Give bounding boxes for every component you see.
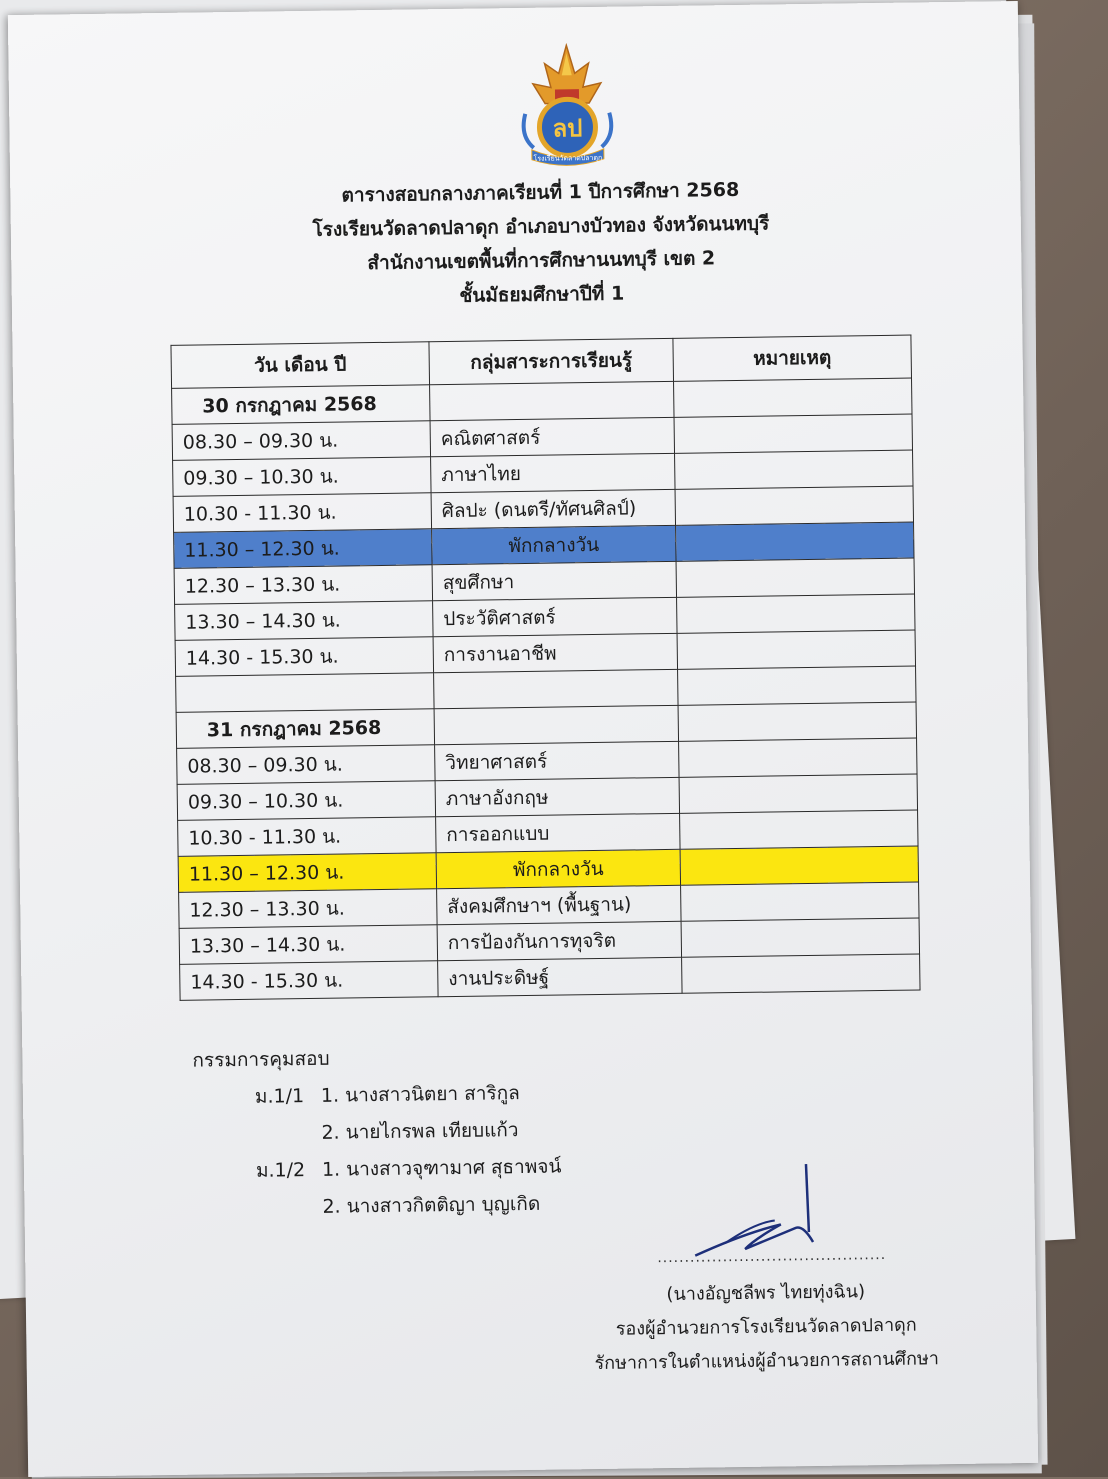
subject-cell: พักกลางวัน [436, 849, 680, 888]
proctor-name: 1. นางสาวนิตยา สาริกูล [320, 1082, 520, 1107]
time-cell: 13.30 – 14.30 น. [179, 925, 437, 965]
header-subject: กลุ่มสาระการเรียนรู้ [429, 338, 674, 384]
remark-cell [675, 486, 913, 525]
subject-cell: พักกลางวัน [432, 525, 676, 564]
title-line-3: สำนักงานเขตพื้นที่การศึกษานนทบุรี เขต 2 [367, 247, 716, 275]
subject-cell: ศิลปะ (ดนตรี/ทัศนศิลป์) [431, 489, 675, 528]
time-cell: 09.30 – 10.30 น. [177, 781, 435, 821]
seal-initials: ลป [552, 114, 583, 143]
remark-cell [675, 450, 913, 489]
remark-cell [682, 954, 920, 993]
time-cell: 12.30 – 13.30 น. [179, 889, 437, 929]
remark-cell [681, 882, 919, 921]
title-line-4: ชั้นมัธยมศึกษาปีที่ 1 [459, 282, 625, 307]
signer-name: (นางอัญชลีพร ไทยทุ่งฉิน) [666, 1281, 866, 1306]
room-label: ม.1/1 [254, 1085, 305, 1108]
signature-line: .......................................... [657, 1246, 887, 1267]
time-cell: 08.30 – 09.30 น. [172, 421, 430, 461]
exam-committee-block [192, 1038, 562, 1228]
document-title-block [160, 170, 922, 317]
time-cell: 14.30 - 15.30 น. [175, 637, 433, 677]
signer-block [566, 1274, 967, 1382]
remark-cell [676, 522, 914, 561]
committee-room2-row2 [194, 1186, 562, 1228]
signer-position-2: รักษาการในตำแหน่งผู้อำนวยการสถานศึกษา [594, 1348, 940, 1375]
time-cell: 10.30 - 11.30 น. [178, 817, 436, 857]
committee-room1-row2 [193, 1112, 561, 1154]
time-cell: 09.30 – 10.30 น. [173, 457, 431, 497]
subject-cell: การงานอาชีพ [433, 633, 677, 672]
subject-cell: ภาษาไทย [431, 453, 675, 492]
time-cell: 08.30 – 09.30 น. [177, 745, 435, 785]
date-day2: 31 กรกฎาคม 2568 [176, 709, 434, 749]
proctor-name: 2. นางสาวกิตติญา บุญเกิด [322, 1192, 541, 1218]
subject-cell: สุขศึกษา [432, 561, 676, 600]
remark-cell [679, 774, 917, 813]
time-cell: 11.30 – 12.30 น. [178, 853, 436, 893]
title-line-2: โรงเรียนวัดลาดปลาดุก อำเภอบางบัวทอง จังหวัดนนทบุรี [312, 212, 770, 241]
seal-ribbon-text: โรงเรียนวัดลาดปลาดุก [533, 153, 603, 163]
remark-cell [680, 846, 918, 885]
proctor-name: 2. นายไกรพล เทียบแก้ว [321, 1119, 519, 1144]
remark-cell [679, 738, 917, 777]
time-cell: 13.30 – 14.30 น. [175, 601, 433, 641]
exam-schedule-table [170, 335, 920, 1001]
remark-cell [681, 918, 919, 957]
time-cell: 11.30 – 12.30 น. [174, 529, 432, 569]
subject-cell: การออกแบบ [436, 813, 680, 852]
committee-room2-row [194, 1149, 562, 1191]
time-cell: 14.30 - 15.30 น. [180, 961, 438, 1001]
proctor-name: 1. นางสาวจุฑามาศ สุธาพจน์ [321, 1155, 562, 1181]
subject-cell: ประวัติศาสตร์ [433, 597, 677, 636]
date-day1: 30 กรกฎาคม 2568 [172, 385, 430, 425]
room-label: ม.1/2 [255, 1159, 306, 1182]
committee-room1-row [193, 1075, 561, 1117]
header-remark: หมายเหตุ [673, 335, 912, 381]
header-date: วัน เดือน ปี [171, 342, 430, 389]
subject-cell: งานประดิษฐ์ [438, 957, 682, 996]
subject-cell: สังคมศึกษาฯ (พื้นฐาน) [437, 885, 681, 924]
signer-position-1: รองผู้อำนวยการโรงเรียนวัดลาดปลาดุก [615, 1314, 917, 1340]
time-cell: 12.30 – 13.30 น. [174, 565, 432, 605]
time-cell: 10.30 - 11.30 น. [173, 493, 431, 533]
subject-cell: คณิตศาสตร์ [430, 417, 674, 456]
remark-cell [677, 594, 915, 633]
remark-cell [676, 558, 914, 597]
title-line-1: ตารางสอบกลางภาคเรียนที่ 1 ปีการศึกษา 2568 [341, 178, 740, 207]
remark-cell [680, 810, 918, 849]
subject-cell: ภาษาอังกฤษ [435, 777, 679, 816]
committee-label: กรรมการคุมสอบ [192, 1047, 330, 1072]
remark-cell [677, 630, 915, 669]
exam-schedule-document [8, 1, 1038, 1477]
subject-cell: วิทยาศาสตร์ [435, 741, 679, 780]
school-seal-icon [516, 43, 618, 168]
remark-cell [674, 414, 912, 453]
subject-cell: การป้องกันการทุจริต [437, 921, 681, 960]
